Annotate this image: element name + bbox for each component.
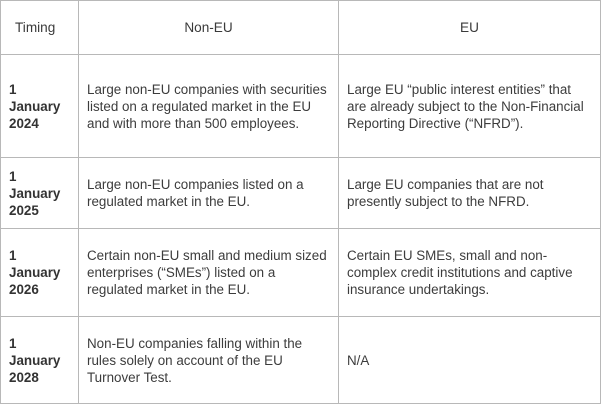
table-row (1, 229, 601, 317)
non-eu-cell: Certain non-EU small and medium sized enterprises (“SMEs”) listed on a regulated market in the EU. (79, 229, 339, 317)
table-row (1, 158, 601, 229)
eu-cell: Large EU “public interest entities” that are already subject to the Non-Financial Reporting Directive (“NFRD”). (339, 55, 601, 158)
non-eu-cell: Non-EU companies falling within the rules solely on account of the EU Turnover Test. (79, 317, 339, 404)
eu-cell: Certain EU SMEs, small and non-complex credit institutions and captive insurance undertakings. (339, 229, 601, 317)
header-row (1, 1, 601, 55)
header-timing: Timing (1, 1, 79, 55)
table-row (1, 317, 601, 404)
timing-cell: 1 January 2026 (1, 229, 79, 317)
non-eu-cell: Large non-EU companies listed on a regulated market in the EU. (79, 158, 339, 229)
timing-cell: 1 January 2025 (1, 158, 79, 229)
timing-cell: 1 January 2024 (1, 55, 79, 158)
timing-cell: 1 January 2028 (1, 317, 79, 404)
header-non-eu: Non-EU (79, 1, 339, 55)
non-eu-cell: Large non-EU companies with securities listed on a regulated market in the EU and with more than 500 employees. (79, 55, 339, 158)
eu-cell: Large EU companies that are not presently subject to the NFRD. (339, 158, 601, 229)
header-eu: EU (339, 1, 601, 55)
eu-cell: N/A (339, 317, 601, 404)
table-row (1, 55, 601, 158)
